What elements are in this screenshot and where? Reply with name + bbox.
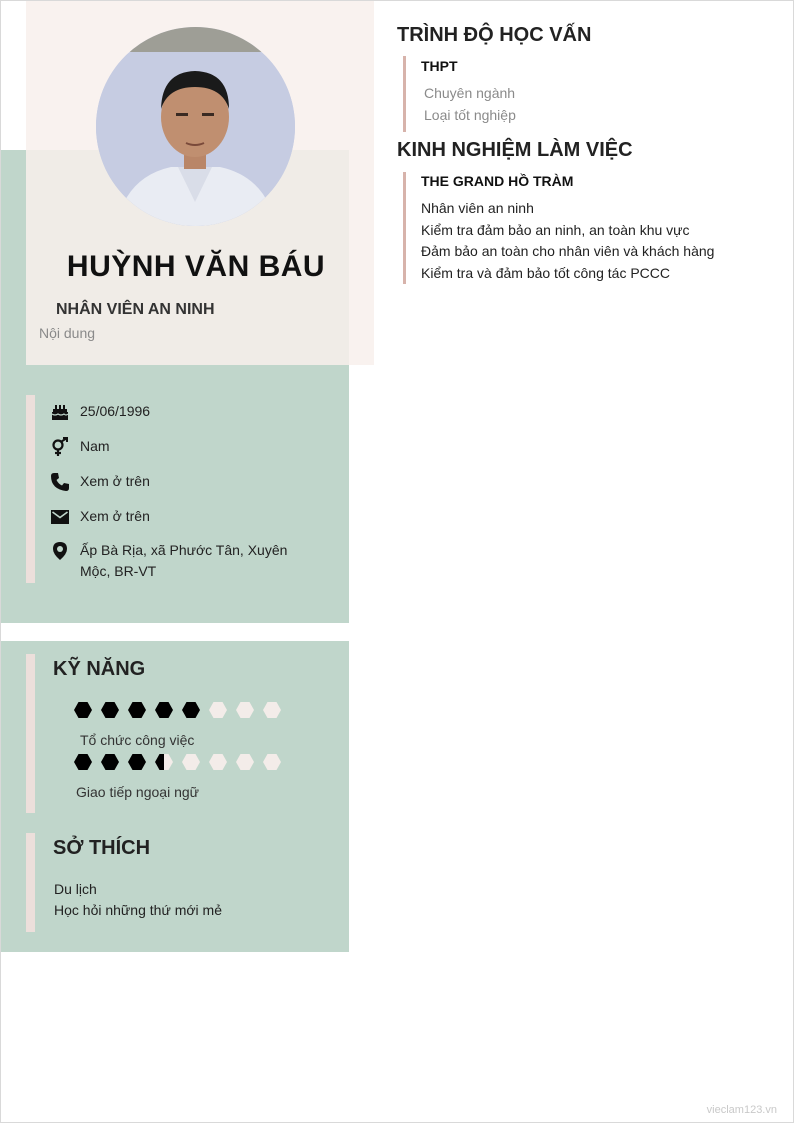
candidate-name: HUỲNH VĂN BÁU [66,250,326,283]
duty-item: Kiểm tra đảm bảo an ninh, an toàn khu vực [421,222,690,238]
hexagon-filled-icon [73,754,93,770]
job-title: NHÂN VIÊN AN NINH [56,301,215,318]
skill-name: Giao tiếp ngoại ngữ [76,784,200,800]
hexagon-filled-icon [73,702,93,718]
hexagon-filled-icon [154,702,174,718]
email-value: Xem ở trên [80,508,150,524]
contact-accent-bar [26,395,35,583]
hexagon-filled-icon [127,754,147,770]
graduation-grade: Loại tốt nghiệp [424,107,516,123]
hobbies-accent-bar [26,833,35,932]
avatar-photo [96,27,295,226]
contact-email[interactable] [50,506,305,527]
skills-accent-bar [26,654,35,813]
objective-text: Nội dung [39,325,96,341]
skill-rating [73,702,289,718]
hexagon-empty-icon [235,702,255,718]
cake-icon [50,402,70,422]
hobby-item: Học hỏi những thứ mới mẻ [54,902,222,918]
skills-heading: KỸ NĂNG [53,658,146,680]
experience-accent-bar [403,172,406,284]
footer-brand[interactable]: vieclam123.vn [706,1104,777,1116]
hexagon-empty-icon [181,754,201,770]
experience-heading: KINH NGHIỆM LÀM VIỆC [397,139,633,161]
company-name: THE GRAND HỒ TRÀM [421,173,574,189]
hexagon-empty-icon [262,754,282,770]
major-field: Chuyên ngành [424,85,516,101]
hexagon-filled-icon [100,702,120,718]
contact-address [50,540,305,582]
phone-icon [50,472,70,492]
phone-value: Xem ở trên [80,473,150,489]
hexagon-empty-icon [262,702,282,718]
school-name: THPT [421,58,458,74]
address-value: Ấp Bà Rịa, xã Phước Tân, Xuyên Mộc, BR-VT [80,542,288,579]
contact-phone[interactable] [50,471,305,492]
birthday-value: 25/06/1996 [80,403,151,419]
gender-value: Nam [80,438,110,454]
education-heading: TRÌNH ĐỘ HỌC VẤN [397,24,592,46]
contact-gender [50,436,305,457]
position-title: Nhân viên an ninh [421,200,534,216]
skill-rating [73,754,289,770]
location-pin-icon [50,541,70,561]
hobbies-heading: SỞ THÍCH [53,837,151,859]
gender-icon [50,437,70,457]
education-accent-bar [403,56,406,132]
contact-birthday [50,401,305,422]
hobby-item: Du lịch [54,881,97,897]
hexagon-empty-icon [208,702,228,718]
hexagon-filled-icon [181,702,201,718]
email-icon [50,507,70,527]
avatar[interactable] [96,27,295,226]
hexagon-empty-icon [154,754,174,770]
hexagon-empty-icon [235,754,255,770]
duty-item: Kiểm tra và đảm bảo tốt công tác PCCC [421,265,670,281]
hexagon-filled-icon [127,702,147,718]
skill-name: Tổ chức công việc [80,732,195,748]
hexagon-filled-icon [100,754,120,770]
hexagon-empty-icon [208,754,228,770]
duty-item: Đảm bảo an toàn cho nhân viên và khách hàng [421,243,715,259]
